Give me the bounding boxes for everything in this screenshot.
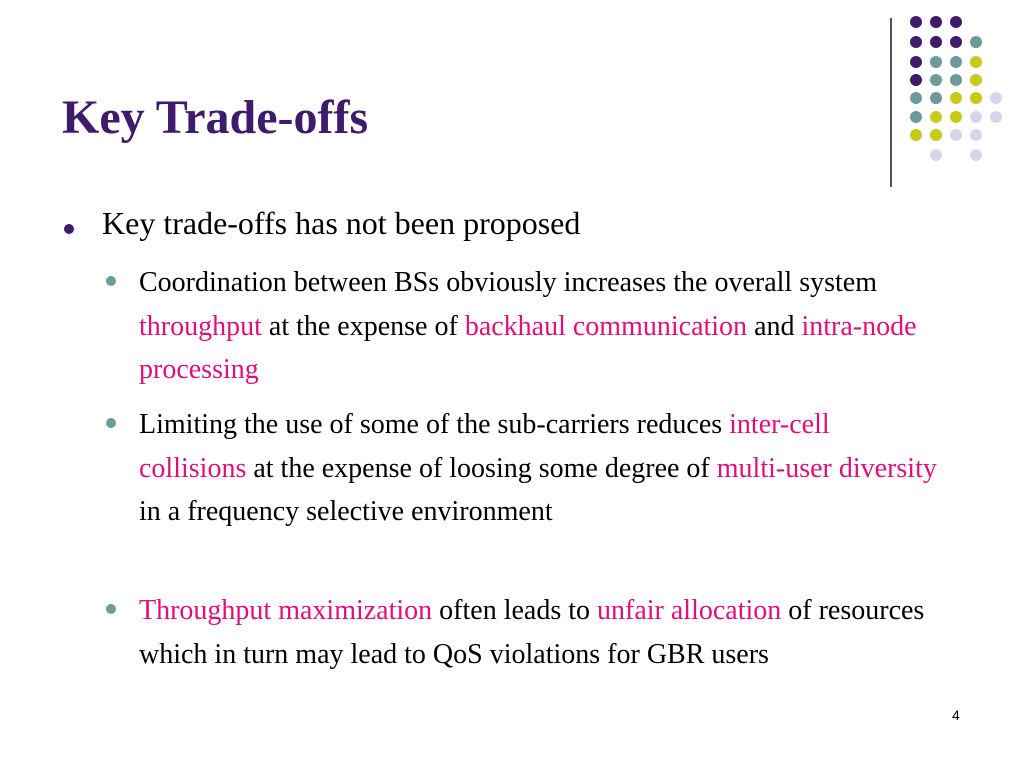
text-run: and <box>747 310 802 342</box>
decorative-dot <box>930 111 942 123</box>
text-run: in a frequency selective environment <box>139 496 553 527</box>
decorative-dot <box>930 36 942 48</box>
decorative-dot <box>910 36 922 48</box>
decorative-dot <box>910 74 922 86</box>
decorative-dot <box>970 36 982 48</box>
decorative-dot <box>910 16 922 28</box>
decorative-dot <box>930 56 942 68</box>
decorative-dot <box>950 74 962 86</box>
sub-bullet-text <box>139 589 939 676</box>
highlighted-term: backhaul communication <box>464 310 748 342</box>
highlighted-term: intra-node processing <box>139 310 917 385</box>
sub-bullet-icon <box>106 418 116 428</box>
decorative-dot <box>990 111 1002 123</box>
decorative-dot <box>950 56 962 68</box>
decorative-dot <box>930 92 942 104</box>
decorative-dot <box>950 36 962 48</box>
slide-number: 4 <box>952 707 960 723</box>
text-run: Limiting the use of some of the sub-carriers reduces <box>139 409 730 440</box>
text-run: of resources which in turn may lead to QoS violations for GBR users <box>139 595 925 670</box>
title-divider <box>890 18 892 187</box>
decorative-dot <box>950 129 962 141</box>
highlighted-term: throughput <box>139 310 262 342</box>
decorative-dot <box>930 149 942 161</box>
text-run: at the expense of <box>261 310 465 342</box>
decorative-dot <box>950 111 962 123</box>
decorative-dot <box>910 129 922 141</box>
decorative-dot <box>910 92 922 104</box>
slide-title: Key Trade-offs <box>62 91 369 144</box>
decorative-dot <box>970 92 982 104</box>
decorative-dot <box>930 74 942 86</box>
bullet-icon <box>64 224 74 234</box>
main-bullet-text: Key trade-offs has not been proposed <box>102 205 581 241</box>
decorative-dot <box>950 92 962 104</box>
decorative-dot <box>970 149 982 161</box>
sub-bullet-text <box>139 403 939 534</box>
highlighted-term: multi-user diversity <box>716 452 937 484</box>
decorative-dot <box>990 92 1002 104</box>
decorative-dot <box>970 56 982 68</box>
decorative-dot <box>970 111 982 123</box>
decorative-dot <box>970 129 982 141</box>
decorative-dot <box>930 16 942 28</box>
text-run: at the expense of loosing some degree of <box>246 452 717 484</box>
sub-bullet-icon <box>106 276 116 286</box>
highlighted-term: inter-cell collisions <box>139 409 830 484</box>
decorative-dot <box>910 56 922 68</box>
text-run: Coordination between BSs obviously increases the overall system <box>139 267 877 298</box>
highlighted-term: unfair allocation <box>597 595 782 626</box>
decorative-dot <box>950 16 962 28</box>
decorative-dot <box>930 129 942 141</box>
sub-bullet-icon <box>106 604 116 614</box>
highlighted-term: Throughput maximization <box>139 595 433 626</box>
sub-bullet-text <box>139 261 939 392</box>
decorative-dot <box>910 111 922 123</box>
text-run: often leads to <box>432 595 598 626</box>
decorative-dot <box>970 74 982 86</box>
